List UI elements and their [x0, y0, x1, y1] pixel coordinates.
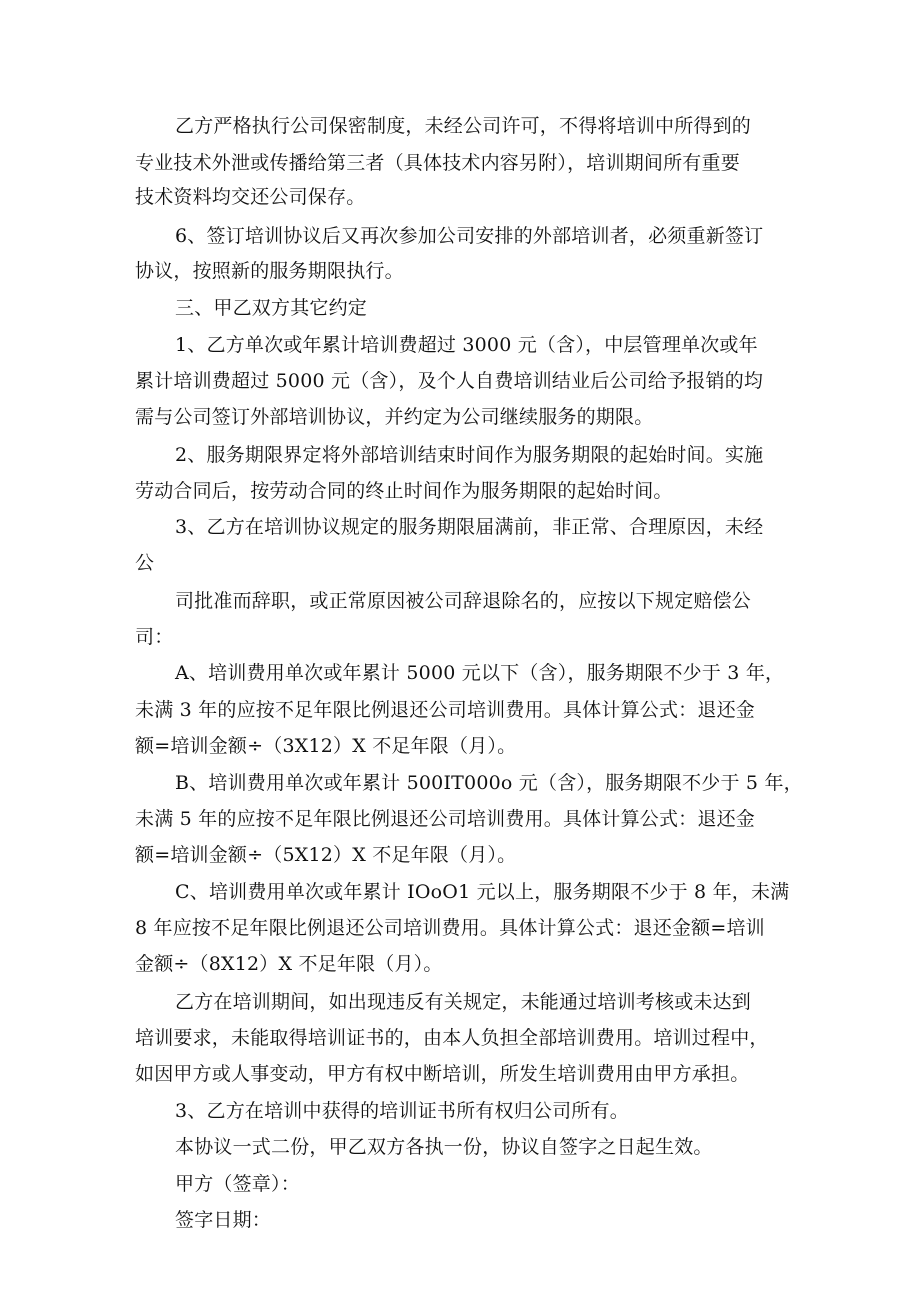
section-heading: 三、甲乙双方其它约定 [175, 297, 368, 319]
date-label: 签字日期： [175, 1209, 272, 1231]
text-line: 劳动合同后，按劳动合同的终止时间作为服务期限的起始时间。 [135, 480, 673, 502]
text-line: 3、乙方在培训中获得的培训证书所有权归公司所有。 [175, 1100, 629, 1122]
text-line: 乙方严格执行公司保密制度，未经公司许可，不得将培训中所得到的 [175, 115, 752, 137]
text-line: 司批准而辞职，或正常原因被公司辞退除名的，应按以下规定赔偿公 [175, 590, 752, 612]
text-line: C、培训费用单次或年累计 IOoO1 元以上，服务期限不少于 8 年，未满 [175, 881, 790, 903]
text-line: 未满 3 年的应按不足年限比例退还公司培训费用。具体计算公式：退还金 [135, 699, 755, 721]
text-line: 需与公司签订外部培训协议，并约定为公司继续服务的期限。 [135, 406, 654, 428]
text-line: 未满 5 年的应按不足年限比例退还公司培训费用。具体计算公式：退还金 [135, 808, 755, 830]
text-line: B、培训费用单次或年累计 500IT000o 元（含），服务期限不少于 5 年， [175, 772, 803, 794]
text-line: 司： [135, 626, 174, 648]
text-line: 专业技术外泄或传播给第三者（具体技术内容另附），培训期间所有重要 [135, 152, 740, 174]
text-line: 累计培训费超过 5000 元（含），及个人自费培训结业后公司给予报销的均 [135, 370, 764, 392]
text-line: 本协议一式二份，甲乙双方各执一份，协议自签字之日起生效。 [175, 1136, 713, 1158]
text-line: 协议，按照新的服务期限执行。 [135, 260, 404, 282]
text-line: 6、签订培训协议后又再次参加公司安排的外部培训者，必须重新签订 [175, 225, 764, 247]
text-line: 乙方在培训期间，如出现违反有关规定，未能通过培训考核或未达到 [175, 991, 752, 1013]
text-line: 培训要求，未能取得培训证书的，由本人负担全部培训费用。培训过程中， [135, 1027, 769, 1049]
text-line: A、培训费用单次或年累计 5000 元以下（含），服务期限不少于 3 年， [175, 662, 785, 684]
signature-label: 甲方（签章）： [175, 1173, 300, 1195]
text-line: 如因甲方或人事变动，甲方有权中断培训，所发生培训费用由甲方承担。 [135, 1063, 750, 1085]
text-line: 额=培训金额÷（3X12）X 不足年限（月）。 [135, 735, 517, 757]
text-line: 额=培训金额÷（5X12）X 不足年限（月）。 [135, 844, 517, 866]
text-line: 8 年应按不足年限比例退还公司培训费用。具体计算公式：退还金额=培训 [135, 917, 765, 939]
text-line: 3、乙方在培训协议规定的服务期限届满前，非正常、合理原因，未经 [175, 516, 764, 538]
text-line: 2、服务期限界定将外部培训结束时间作为服务期限的起始时间。实施 [175, 444, 764, 466]
text-line: 1、乙方单次或年累计培训费超过 3000 元（含），中层管理单次或年 [175, 334, 758, 356]
text-line: 金额÷（8X12）X 不足年限（月）。 [135, 953, 443, 975]
text-line: 技术资料均交还公司保存。 [135, 186, 366, 208]
text-line: 公 [135, 552, 155, 574]
